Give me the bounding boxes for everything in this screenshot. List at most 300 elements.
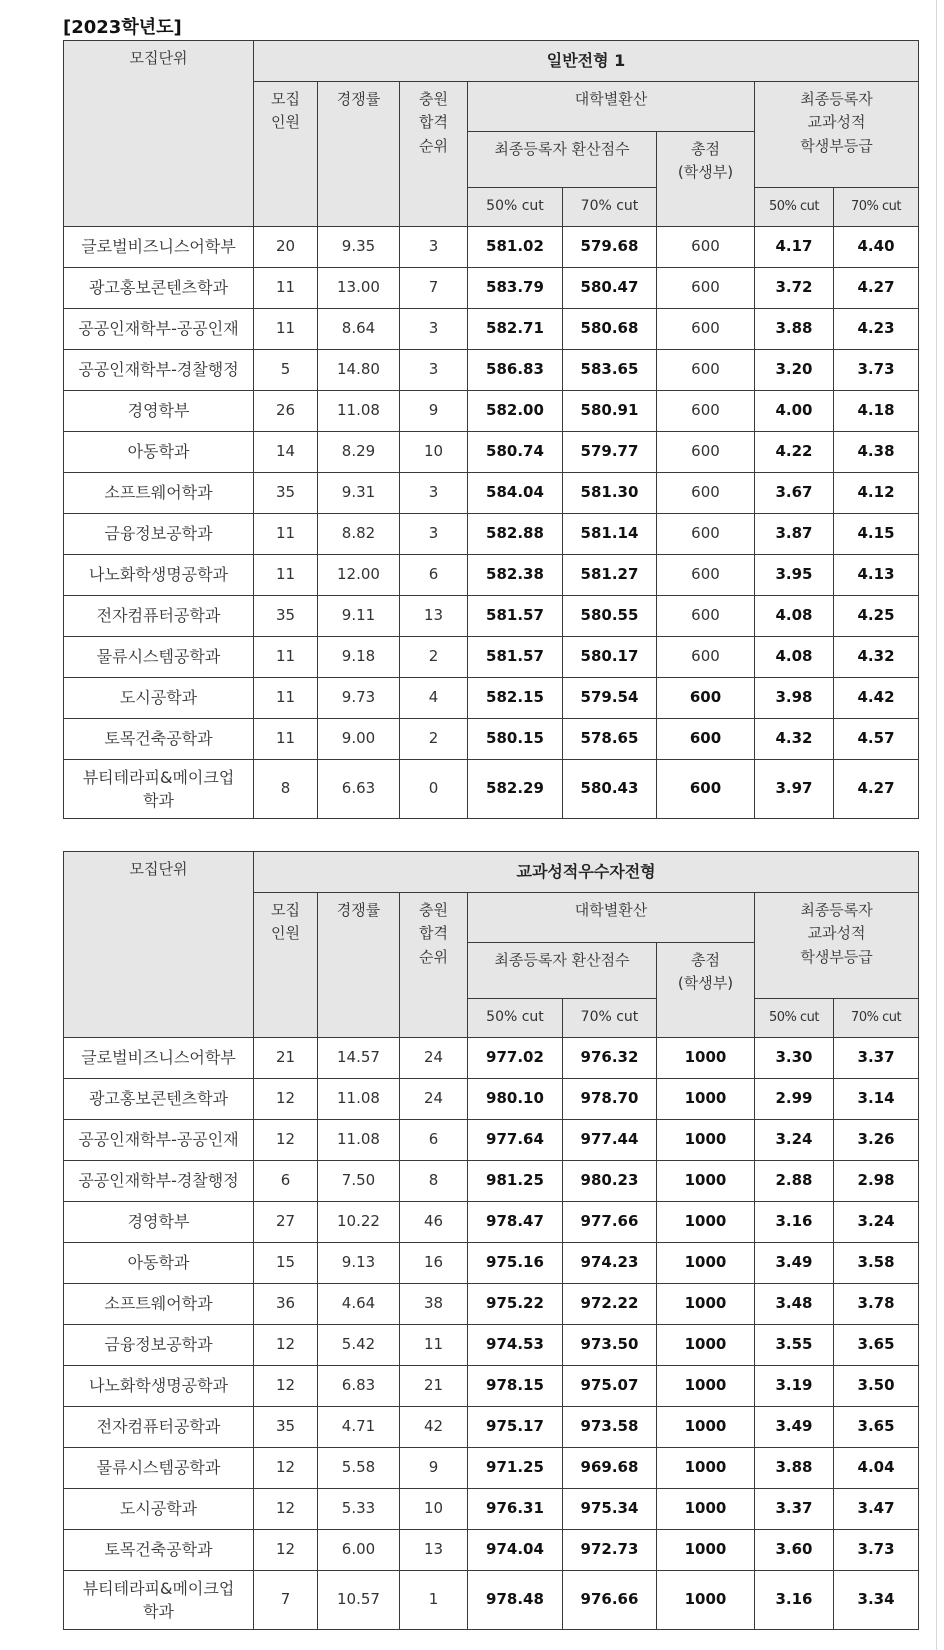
cell-rank: 1 (400, 1571, 468, 1630)
cell-score-70-cut: 578.65 (563, 719, 657, 760)
cell-grade-70-cut: 4.18 (834, 391, 919, 432)
cell-grade-50-cut: 4.17 (755, 227, 834, 268)
cell-score-70-cut: 976.32 (563, 1038, 657, 1079)
table-row (64, 1407, 919, 1448)
cell-quota: 14 (254, 432, 318, 473)
cell-grade-70-cut: 4.57 (834, 719, 919, 760)
cell-score-50-cut: 584.04 (468, 473, 563, 514)
cell-grade-70-cut: 4.25 (834, 596, 919, 637)
cell-grade-70-cut: 4.32 (834, 637, 919, 678)
cell-total: 600 (657, 719, 755, 760)
cell-score-50-cut: 581.02 (468, 227, 563, 268)
cell-quota: 26 (254, 391, 318, 432)
cell-rank: 16 (400, 1243, 468, 1284)
cell-competition: 5.58 (318, 1448, 400, 1489)
admission-table-grade-excellence (63, 851, 919, 1630)
header-line: 학생부등급 (800, 136, 873, 155)
cell-unit: 물류시스템공학과 (64, 637, 254, 678)
cell-score-70-cut: 580.47 (563, 268, 657, 309)
cell-score-70-cut: 579.54 (563, 678, 657, 719)
cell-total: 600 (657, 227, 755, 268)
header-line: 학생부등급 (800, 947, 873, 966)
table-row (64, 596, 919, 637)
table-row (64, 1079, 919, 1120)
header-line: 합격 (419, 113, 448, 132)
cell-unit: 토목건축공학과 (64, 719, 254, 760)
table-row (64, 1202, 919, 1243)
cell-quota: 12 (254, 1120, 318, 1161)
cell-score-50-cut: 978.47 (468, 1202, 563, 1243)
cell-score-70-cut: 974.23 (563, 1243, 657, 1284)
header-line: 최종등록자 (800, 901, 873, 919)
cell-unit: 공공인재학부-경찰행정 (64, 1161, 254, 1202)
cell-score-70-cut: 975.34 (563, 1489, 657, 1530)
cell-grade-50-cut: 3.48 (755, 1284, 834, 1325)
header-row (64, 41, 919, 82)
cell-rank: 24 (400, 1079, 468, 1120)
cell-quota: 11 (254, 678, 318, 719)
cell-competition: 11.08 (318, 1120, 400, 1161)
cell-score-70-cut: 973.58 (563, 1407, 657, 1448)
cell-score-50-cut: 977.64 (468, 1120, 563, 1161)
header-line: 순위 (419, 136, 448, 155)
cell-score-70-cut: 580.55 (563, 596, 657, 637)
cell-score-50-cut: 971.25 (468, 1448, 563, 1489)
cell-score-50-cut: 981.25 (468, 1161, 563, 1202)
cell-rank: 7 (400, 268, 468, 309)
cell-rank: 2 (400, 719, 468, 760)
cell-grade-50-cut: 3.24 (755, 1120, 834, 1161)
cell-total: 600 (657, 760, 755, 819)
cell-unit: 소프트웨어학과 (64, 1284, 254, 1325)
table-row (64, 760, 919, 819)
cell-competition: 8.29 (318, 432, 400, 473)
table-row (64, 309, 919, 350)
cell-competition: 9.13 (318, 1243, 400, 1284)
cell-competition: 11.08 (318, 1079, 400, 1120)
cell-total: 1000 (657, 1325, 755, 1366)
cell-rank: 3 (400, 227, 468, 268)
table-row (64, 473, 919, 514)
cell-grade-50-cut: 2.88 (755, 1161, 834, 1202)
cell-score-50-cut: 978.48 (468, 1571, 563, 1630)
cell-unit: 광고홍보콘텐츠학과 (64, 1079, 254, 1120)
cell-score-50-cut: 582.38 (468, 555, 563, 596)
cell-score-70-cut: 580.91 (563, 391, 657, 432)
cell-grade-50-cut: 2.99 (755, 1079, 834, 1120)
cell-grade-70-cut: 4.27 (834, 268, 919, 309)
table-row (64, 1120, 919, 1161)
cell-total: 1000 (657, 1202, 755, 1243)
cell-grade-50-cut: 3.67 (755, 473, 834, 514)
cell-score-70-cut: 976.66 (563, 1571, 657, 1630)
cell-competition: 9.18 (318, 637, 400, 678)
cell-competition: 8.82 (318, 514, 400, 555)
cell-total: 1000 (657, 1120, 755, 1161)
cell-unit: 전자컴퓨터공학과 (64, 596, 254, 637)
cell-rank: 3 (400, 309, 468, 350)
cell-quota: 12 (254, 1079, 318, 1120)
cell-score-70-cut: 581.27 (563, 555, 657, 596)
cell-total: 600 (657, 473, 755, 514)
cell-score-70-cut: 975.07 (563, 1366, 657, 1407)
page-title: [2023학년도] (63, 17, 182, 38)
cell-grade-70-cut: 4.13 (834, 555, 919, 596)
cell-score-70-cut: 977.44 (563, 1120, 657, 1161)
cell-grade-50-cut: 3.88 (755, 309, 834, 350)
cell-quota: 11 (254, 309, 318, 350)
cell-total: 1000 (657, 1079, 755, 1120)
header-score-70-cut: 70% cut (563, 188, 657, 227)
cell-unit: 글로벌비즈니스어학부 (64, 1038, 254, 1079)
cell-score-70-cut: 972.22 (563, 1284, 657, 1325)
cell-total: 600 (657, 514, 755, 555)
cell-unit: 경영학부 (64, 391, 254, 432)
cell-score-50-cut: 974.53 (468, 1325, 563, 1366)
header-line: 모집 (271, 90, 300, 108)
table-row (64, 1284, 919, 1325)
header-line: 합격 (419, 924, 448, 943)
cell-quota: 15 (254, 1243, 318, 1284)
cell-total: 1000 (657, 1243, 755, 1284)
cell-grade-70-cut: 4.15 (834, 514, 919, 555)
cell-score-50-cut: 978.15 (468, 1366, 563, 1407)
header-line: 총점 (691, 140, 720, 158)
table-row (64, 1038, 919, 1079)
cell-grade-70-cut: 4.04 (834, 1448, 919, 1489)
cell-rank: 10 (400, 1489, 468, 1530)
table-row (64, 1489, 919, 1530)
cell-grade-70-cut: 3.65 (834, 1407, 919, 1448)
cell-quota: 35 (254, 473, 318, 514)
cell-total: 600 (657, 268, 755, 309)
cell-total: 1000 (657, 1284, 755, 1325)
cell-total: 1000 (657, 1530, 755, 1571)
header-total (657, 132, 755, 227)
cell-unit: 물류시스템공학과 (64, 1448, 254, 1489)
cell-total: 1000 (657, 1571, 755, 1630)
cell-total: 600 (657, 391, 755, 432)
cell-grade-50-cut: 3.19 (755, 1366, 834, 1407)
cell-grade-50-cut: 3.55 (755, 1325, 834, 1366)
table-row (64, 1243, 919, 1284)
table-title: 교과성적우수자전형 (254, 852, 919, 893)
table-row (64, 1366, 919, 1407)
cell-grade-50-cut: 3.20 (755, 350, 834, 391)
cell-rank: 42 (400, 1407, 468, 1448)
cell-unit: 소프트웨어학과 (64, 473, 254, 514)
cell-rank: 8 (400, 1161, 468, 1202)
cell-grade-50-cut: 4.08 (755, 637, 834, 678)
header-final-score: 최종등록자 환산점수 (468, 943, 657, 999)
cell-total: 1000 (657, 1407, 755, 1448)
cell-quota: 21 (254, 1038, 318, 1079)
cell-quota: 12 (254, 1325, 318, 1366)
cell-unit: 나노화학생명공학과 (64, 1366, 254, 1407)
cell-quota: 5 (254, 350, 318, 391)
cell-unit: 뷰티테라피&메이크업 학과 (64, 1571, 254, 1630)
header-unit: 모집단위 (64, 852, 254, 1038)
cell-rank: 21 (400, 1366, 468, 1407)
header-line: 최종등록자 (800, 90, 873, 108)
table-row (64, 1448, 919, 1489)
header-line: 교과성적 (807, 924, 866, 943)
cell-quota: 12 (254, 1366, 318, 1407)
cell-grade-50-cut: 3.95 (755, 555, 834, 596)
cell-grade-50-cut: 3.97 (755, 760, 834, 819)
header-competition: 경쟁률 (318, 893, 400, 1038)
cell-rank: 0 (400, 760, 468, 819)
cell-grade-70-cut: 3.37 (834, 1038, 919, 1079)
cell-rank: 3 (400, 473, 468, 514)
cell-quota: 35 (254, 1407, 318, 1448)
cell-total: 1000 (657, 1161, 755, 1202)
cell-unit: 공공인재학부-경찰행정 (64, 350, 254, 391)
cell-total: 600 (657, 350, 755, 391)
cell-score-70-cut: 579.68 (563, 227, 657, 268)
cell-score-70-cut: 580.68 (563, 309, 657, 350)
cell-score-70-cut: 583.65 (563, 350, 657, 391)
cell-rank: 10 (400, 432, 468, 473)
cell-rank: 6 (400, 1120, 468, 1161)
cell-grade-70-cut: 4.23 (834, 309, 919, 350)
cell-rank: 46 (400, 1202, 468, 1243)
header-rank (400, 893, 468, 1038)
cell-grade-70-cut: 4.12 (834, 473, 919, 514)
cell-rank: 3 (400, 514, 468, 555)
cell-grade-70-cut: 3.73 (834, 350, 919, 391)
cell-rank: 13 (400, 1530, 468, 1571)
cell-competition: 4.64 (318, 1284, 400, 1325)
cell-total: 600 (657, 596, 755, 637)
cell-quota: 20 (254, 227, 318, 268)
cell-score-50-cut: 582.15 (468, 678, 563, 719)
cell-quota: 8 (254, 760, 318, 819)
cell-score-70-cut: 581.14 (563, 514, 657, 555)
cell-score-50-cut: 581.57 (468, 596, 563, 637)
table-row (64, 555, 919, 596)
cell-score-70-cut: 972.73 (563, 1530, 657, 1571)
cell-competition: 9.35 (318, 227, 400, 268)
cell-total: 600 (657, 432, 755, 473)
header-line: 모집 (271, 901, 300, 919)
header-final-score: 최종등록자 환산점수 (468, 132, 657, 188)
cell-grade-50-cut: 3.87 (755, 514, 834, 555)
cell-score-50-cut: 975.16 (468, 1243, 563, 1284)
cell-grade-50-cut: 4.08 (755, 596, 834, 637)
table-row (64, 227, 919, 268)
cell-rank: 6 (400, 555, 468, 596)
header-row (64, 852, 919, 893)
cell-rank: 24 (400, 1038, 468, 1079)
cell-score-50-cut: 586.83 (468, 350, 563, 391)
cell-rank: 2 (400, 637, 468, 678)
cell-score-70-cut: 969.68 (563, 1448, 657, 1489)
header-competition: 경쟁률 (318, 82, 400, 227)
cell-competition: 8.64 (318, 309, 400, 350)
cell-competition: 9.00 (318, 719, 400, 760)
cell-quota: 11 (254, 719, 318, 760)
cell-total: 600 (657, 555, 755, 596)
cell-quota: 12 (254, 1489, 318, 1530)
cell-competition: 7.50 (318, 1161, 400, 1202)
cell-total: 600 (657, 309, 755, 350)
cell-score-70-cut: 980.23 (563, 1161, 657, 1202)
header-line: 순위 (419, 947, 448, 966)
cell-rank: 9 (400, 391, 468, 432)
cell-score-70-cut: 580.17 (563, 637, 657, 678)
header-quota (254, 82, 318, 227)
cell-grade-70-cut: 4.40 (834, 227, 919, 268)
cell-unit: 뷰티테라피&메이크업 학과 (64, 760, 254, 819)
cell-score-50-cut: 580.15 (468, 719, 563, 760)
cell-score-50-cut: 582.29 (468, 760, 563, 819)
cell-grade-50-cut: 3.98 (755, 678, 834, 719)
cell-quota: 35 (254, 596, 318, 637)
cell-total: 600 (657, 637, 755, 678)
header-line: 교과성적 (807, 113, 866, 132)
cell-grade-70-cut: 3.58 (834, 1243, 919, 1284)
cell-grade-50-cut: 3.30 (755, 1038, 834, 1079)
header-grade (755, 82, 919, 188)
header-line: 충원 (419, 901, 448, 919)
header-quota (254, 893, 318, 1038)
header-line: 인원 (271, 113, 300, 132)
header-total (657, 943, 755, 1038)
cell-score-50-cut: 580.74 (468, 432, 563, 473)
header-grade-50-cut: 50% cut (755, 188, 834, 227)
cell-competition: 9.73 (318, 678, 400, 719)
table-row (64, 391, 919, 432)
cell-rank: 9 (400, 1448, 468, 1489)
cell-grade-70-cut: 3.78 (834, 1284, 919, 1325)
header-line: 인원 (271, 924, 300, 943)
header-score-50-cut: 50% cut (468, 999, 563, 1038)
cell-grade-70-cut: 2.98 (834, 1161, 919, 1202)
cell-unit: 도시공학과 (64, 678, 254, 719)
cell-unit: 광고홍보콘텐츠학과 (64, 268, 254, 309)
cell-score-50-cut: 975.17 (468, 1407, 563, 1448)
table-title: 일반전형 1 (254, 41, 919, 82)
cell-unit: 아동학과 (64, 1243, 254, 1284)
cell-competition: 11.08 (318, 391, 400, 432)
cell-score-70-cut: 579.77 (563, 432, 657, 473)
cell-unit: 경영학부 (64, 1202, 254, 1243)
cell-score-70-cut: 978.70 (563, 1079, 657, 1120)
cell-quota: 12 (254, 1530, 318, 1571)
cell-grade-70-cut: 4.38 (834, 432, 919, 473)
table-row (64, 678, 919, 719)
cell-grade-70-cut: 3.24 (834, 1202, 919, 1243)
header-conversion: 대학별환산 (468, 893, 755, 943)
cell-grade-70-cut: 3.26 (834, 1120, 919, 1161)
cell-grade-50-cut: 4.00 (755, 391, 834, 432)
cell-competition: 13.00 (318, 268, 400, 309)
cell-score-50-cut: 583.79 (468, 268, 563, 309)
cell-score-50-cut: 976.31 (468, 1489, 563, 1530)
cell-unit: 전자컴퓨터공학과 (64, 1407, 254, 1448)
cell-grade-50-cut: 3.88 (755, 1448, 834, 1489)
cell-rank: 13 (400, 596, 468, 637)
cell-unit: 공공인재학부-공공인재 (64, 309, 254, 350)
cell-quota: 12 (254, 1448, 318, 1489)
cell-score-50-cut: 582.71 (468, 309, 563, 350)
cell-grade-50-cut: 3.37 (755, 1489, 834, 1530)
header-line: (학생부) (677, 163, 734, 182)
header-conversion: 대학별환산 (468, 82, 755, 132)
cell-competition: 14.80 (318, 350, 400, 391)
cell-rank: 3 (400, 350, 468, 391)
admission-table-general (63, 40, 919, 819)
cell-competition: 9.11 (318, 596, 400, 637)
cell-competition: 10.57 (318, 1571, 400, 1630)
cell-competition: 6.83 (318, 1366, 400, 1407)
cell-score-70-cut: 977.66 (563, 1202, 657, 1243)
cell-quota: 6 (254, 1161, 318, 1202)
table-row (64, 1571, 919, 1630)
cell-quota: 7 (254, 1571, 318, 1630)
cell-total: 1000 (657, 1489, 755, 1530)
cell-total: 1000 (657, 1038, 755, 1079)
cell-grade-70-cut: 3.50 (834, 1366, 919, 1407)
cell-grade-50-cut: 4.32 (755, 719, 834, 760)
cell-quota: 11 (254, 637, 318, 678)
cell-total: 1000 (657, 1448, 755, 1489)
cell-grade-50-cut: 3.60 (755, 1530, 834, 1571)
cell-grade-50-cut: 3.49 (755, 1407, 834, 1448)
cell-competition: 9.31 (318, 473, 400, 514)
cell-competition: 6.63 (318, 760, 400, 819)
table-row (64, 1161, 919, 1202)
cell-quota: 11 (254, 514, 318, 555)
cell-rank: 11 (400, 1325, 468, 1366)
cell-score-70-cut: 581.30 (563, 473, 657, 514)
cell-grade-70-cut: 4.42 (834, 678, 919, 719)
cell-competition: 14.57 (318, 1038, 400, 1079)
cell-quota: 11 (254, 555, 318, 596)
header-grade-70-cut: 70% cut (834, 999, 919, 1038)
header-grade-70-cut: 70% cut (834, 188, 919, 227)
cell-score-70-cut: 973.50 (563, 1325, 657, 1366)
cell-unit: 금융정보공학과 (64, 514, 254, 555)
cell-competition: 4.71 (318, 1407, 400, 1448)
header-line: 충원 (419, 90, 448, 108)
table-row (64, 432, 919, 473)
cell-score-50-cut: 582.88 (468, 514, 563, 555)
cell-unit: 도시공학과 (64, 1489, 254, 1530)
cell-grade-70-cut: 3.14 (834, 1079, 919, 1120)
header-line: 총점 (691, 951, 720, 969)
cell-unit: 공공인재학부-공공인재 (64, 1120, 254, 1161)
table-row (64, 1325, 919, 1366)
cell-rank: 38 (400, 1284, 468, 1325)
cell-grade-70-cut: 3.34 (834, 1571, 919, 1630)
table-row (64, 1530, 919, 1571)
header-grade-50-cut: 50% cut (755, 999, 834, 1038)
header-unit: 모집단위 (64, 41, 254, 227)
cell-grade-50-cut: 3.49 (755, 1243, 834, 1284)
cell-grade-50-cut: 3.16 (755, 1571, 834, 1630)
cell-grade-70-cut: 3.47 (834, 1489, 919, 1530)
cell-competition: 10.22 (318, 1202, 400, 1243)
cell-score-50-cut: 980.10 (468, 1079, 563, 1120)
cell-score-70-cut: 580.43 (563, 760, 657, 819)
cell-total: 600 (657, 678, 755, 719)
cell-quota: 36 (254, 1284, 318, 1325)
cell-grade-70-cut: 3.65 (834, 1325, 919, 1366)
header-score-50-cut: 50% cut (468, 188, 563, 227)
cell-score-50-cut: 975.22 (468, 1284, 563, 1325)
